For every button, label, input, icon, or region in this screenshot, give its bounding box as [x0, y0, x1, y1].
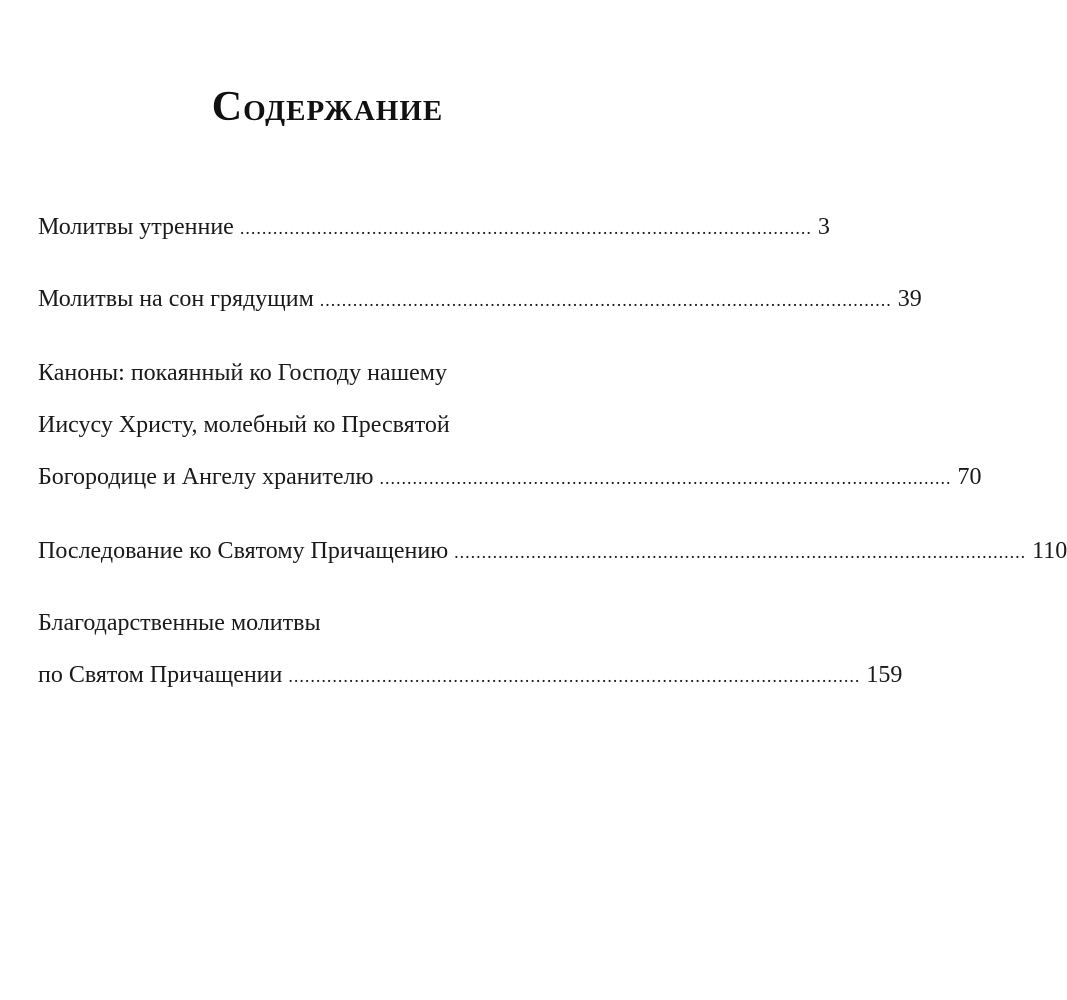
toc-page-number: 159: [866, 662, 903, 688]
dot-leader: ........................................................................................................: [319, 290, 892, 310]
toc-entry-canons[interactable]: [38, 460, 982, 494]
toc-page-number: 70: [957, 464, 982, 490]
dot-leader: ........................................................................................................: [379, 468, 952, 488]
dot-leader: ........................................................................................................: [239, 218, 812, 238]
toc-entry-evening-prayers[interactable]: [38, 282, 922, 316]
toc-entry-title: по Святом Причащении: [38, 662, 283, 688]
toc-entry-thanksgiving-line-1[interactable]: Благодарственные молитвы: [38, 610, 321, 636]
toc-entry-canons-line-2[interactable]: Иисусу Христу, молебный ко Пресвятой: [38, 412, 450, 438]
toc-entry-title: Молитвы утренние: [38, 214, 234, 240]
toc-entry-title: Богородице и Ангелу хранителю: [38, 464, 374, 490]
toc-page-number: 39: [897, 286, 922, 312]
toc-entry-canons-line-1[interactable]: Каноны: покаянный ко Господу нашему: [38, 360, 447, 386]
toc-page-number: 3: [817, 214, 830, 240]
toc-entry-communion[interactable]: [38, 534, 1067, 568]
toc-entry-title: Последование ко Святому Причащению: [38, 538, 449, 564]
toc-page-number: 110: [1032, 538, 1067, 564]
page-title: Содержание: [211, 84, 444, 130]
toc-entry-title: Молитвы на сон грядущим: [38, 286, 314, 312]
toc-entry-thanksgiving[interactable]: [38, 658, 903, 692]
toc-entry-morning-prayers[interactable]: [38, 210, 830, 244]
dot-leader: ........................................................................................................: [454, 542, 1027, 562]
dot-leader: ........................................................................................................: [288, 666, 861, 686]
table-of-contents: [38, 0, 1067, 1000]
